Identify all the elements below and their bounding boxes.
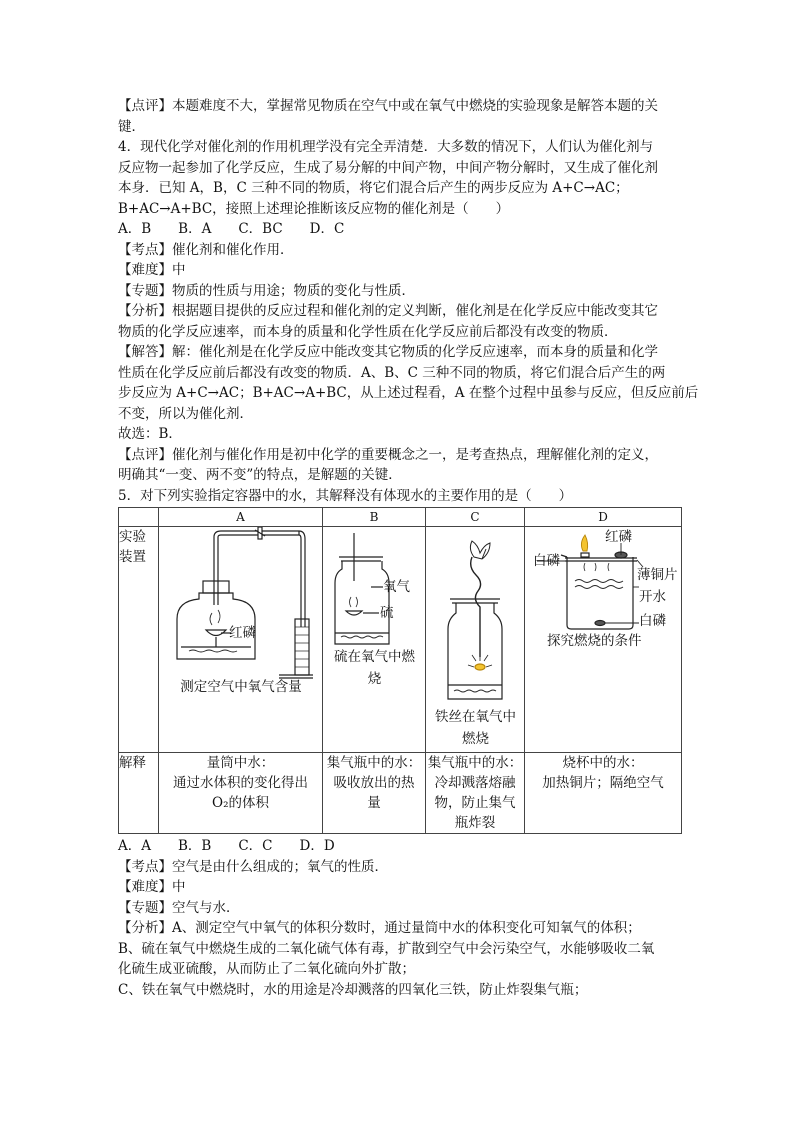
label-red-phosphorus-d: 红磷 bbox=[605, 529, 632, 545]
table-row-explanation bbox=[119, 753, 682, 834]
text-line: B+AC→A+BC，接照上述理论推断该反应物的催化剂是（ ） bbox=[118, 200, 510, 217]
text-line: 4．现代化学对催化剂的作用机理学没有完全弄清楚．大多数的情况下，人们认为催化剂与 bbox=[118, 139, 654, 155]
caption-b-line1: 硫在氧气中燃 bbox=[334, 649, 415, 665]
text-line: 不变，所以为催化剂． bbox=[118, 405, 253, 422]
explanation-line: 冷却溅落熔融 bbox=[434, 775, 516, 791]
table-header-cell: A bbox=[159, 508, 323, 527]
caption-c-line2: 燃烧 bbox=[462, 731, 489, 747]
label-sulfur: 硫 bbox=[380, 605, 394, 621]
answer-text-bottom bbox=[118, 836, 683, 1000]
text-line: 5．对下列实验指定容器中的水，其解释没有体现水的主要作用的是（ ） bbox=[118, 487, 573, 504]
figure-c-cell bbox=[426, 527, 525, 753]
text-line: 【考点】催化剂和催化作用． bbox=[118, 241, 294, 258]
text-line: 步反应为 A+C→AC；B+AC→A+BC，从上述过程看，A 在整个过程中虽参与反应，但反应前后 bbox=[118, 385, 699, 401]
text-line: 本身．已知 A，B，C 三种不同的物质，将它们混合后产生的两步反应为 A+C→AC； bbox=[118, 180, 629, 196]
text-line: 【专题】物质的性质与用途；物质的变化与性质． bbox=[118, 282, 415, 299]
explanation-a bbox=[159, 753, 323, 834]
explanation-line: 集气瓶中的水： bbox=[326, 755, 422, 771]
explanation-b bbox=[323, 753, 426, 834]
text-line: 明确其“一变、两不变”的特点，是解题的关键． bbox=[118, 467, 402, 483]
text-line: 键． bbox=[118, 118, 145, 135]
text-line: C、铁在氧气中燃烧时，水的用途是冷却溅落的四氧化三铁，防止炸裂集气瓶； bbox=[118, 981, 588, 998]
label-copper-sheet: 薄铜片 bbox=[637, 567, 678, 583]
text-line: 【解答】解：催化剂是在化学反应中能改变其它物质的化学反应速率，而本身的质量和化学 bbox=[118, 344, 658, 360]
row-label-line: 实验 bbox=[119, 529, 146, 545]
row-label-line: 装置 bbox=[119, 549, 146, 565]
text-line: 【点评】本题难度不大，掌握常见物质在空气中或在氧气中燃烧的实验现象是解答本题的关 bbox=[118, 98, 658, 114]
figure-a-cell bbox=[159, 527, 323, 753]
explanation-c bbox=[426, 753, 525, 834]
caption-c-line1: 铁丝在氧气中 bbox=[435, 709, 516, 725]
text-line: 【点评】催化剂与催化作用是初中化学的重要概念之一，是考查热点，理解催化剂的定义， bbox=[118, 446, 658, 463]
text-line: 【考点】空气是由什么组成的；氧气的性质． bbox=[118, 858, 388, 875]
experiment-table bbox=[118, 507, 682, 834]
text-line: 【难度】中 bbox=[118, 262, 186, 278]
explanation-line: 集气瓶中的水： bbox=[427, 755, 523, 771]
explanation-line: 吸收放出的热 bbox=[333, 775, 415, 791]
table-row-apparatus bbox=[119, 527, 682, 753]
caption-b-line2: 烧 bbox=[367, 671, 382, 687]
table-header-cell: B bbox=[323, 508, 426, 527]
text-line: 反应物一起参加了化学反应，生成了易分解的中间产物，中间产物分解时，又生成了催化剂 bbox=[118, 159, 658, 176]
caption-a: 测定空气中氧气含量 bbox=[180, 679, 302, 695]
explanation-d bbox=[525, 753, 682, 834]
explanation-line: 加热铜片；隔绝空气 bbox=[542, 775, 664, 791]
text-line: 【专题】空气与水． bbox=[118, 899, 240, 916]
apparatus-b-drawing bbox=[323, 527, 426, 752]
answer-text-top bbox=[118, 96, 699, 506]
text-line: 【难度】中 bbox=[118, 879, 186, 895]
text-line: 物质的化学反应速率，而本身的质量和化学性质在化学反应前后都没有改变的物质． bbox=[118, 323, 618, 340]
text-line: A．A B．B C．C D．D bbox=[118, 838, 335, 854]
explanation-line: 瓶炸裂 bbox=[454, 815, 496, 831]
document-page bbox=[118, 96, 699, 1000]
explanation-line: 量筒中水： bbox=[206, 755, 275, 771]
text-line: A．B B．A C．BC D．C bbox=[118, 221, 345, 237]
explanation-line: 通过水体积的变化得出 bbox=[173, 775, 308, 791]
text-line: 化硫生成亚硫酸，从而防止了二氧化硫向外扩散； bbox=[118, 961, 415, 977]
row-label-explanation: 解释 bbox=[119, 753, 159, 834]
explanation-line: O₂的体积 bbox=[212, 795, 269, 811]
table-header-cell: D bbox=[525, 508, 682, 527]
table-header-row bbox=[119, 508, 682, 527]
text-line: 【分析】A、测定空气中氧气的体积分数时，通过量筒中水的体积变化可知氧气的体积； bbox=[118, 920, 641, 936]
explanation-line: 烧杯中的水： bbox=[562, 755, 644, 771]
explanation-line: 量 bbox=[367, 795, 381, 811]
table-header-cell: C bbox=[426, 508, 525, 527]
label-red-phosphorus: 红磷 bbox=[229, 625, 256, 641]
table-header-cell bbox=[119, 508, 159, 527]
label-oxygen: 氧气 bbox=[383, 579, 410, 595]
text-line: 故选：B． bbox=[118, 426, 182, 442]
figure-b-cell bbox=[323, 527, 426, 753]
caption-d: 探究燃烧的条件 bbox=[547, 633, 642, 649]
text-line: 【分析】根据题目提供的反应过程和催化剂的定义判断，催化剂是在化学反应中能改变其它 bbox=[118, 303, 658, 319]
text-line: B、硫在氧气中燃烧生成的二氧化硫气体有毒，扩散到空气中会污染空气，水能够吸收二氧 bbox=[118, 940, 655, 957]
label-white-phosphorus-bottom: 白磷 bbox=[639, 613, 666, 629]
explanation-line: 物，防止集气 bbox=[434, 795, 516, 811]
text-line: 性质在化学反应前后都没有改变的物质．A、B、C 三种不同的物质，将它们混合后产生的两 bbox=[118, 364, 666, 381]
label-white-phosphorus-top: 白磷 bbox=[533, 553, 560, 569]
figure-d-cell bbox=[525, 527, 682, 753]
row-label-apparatus bbox=[119, 527, 159, 753]
label-boiling-water: 开水 bbox=[639, 589, 666, 605]
